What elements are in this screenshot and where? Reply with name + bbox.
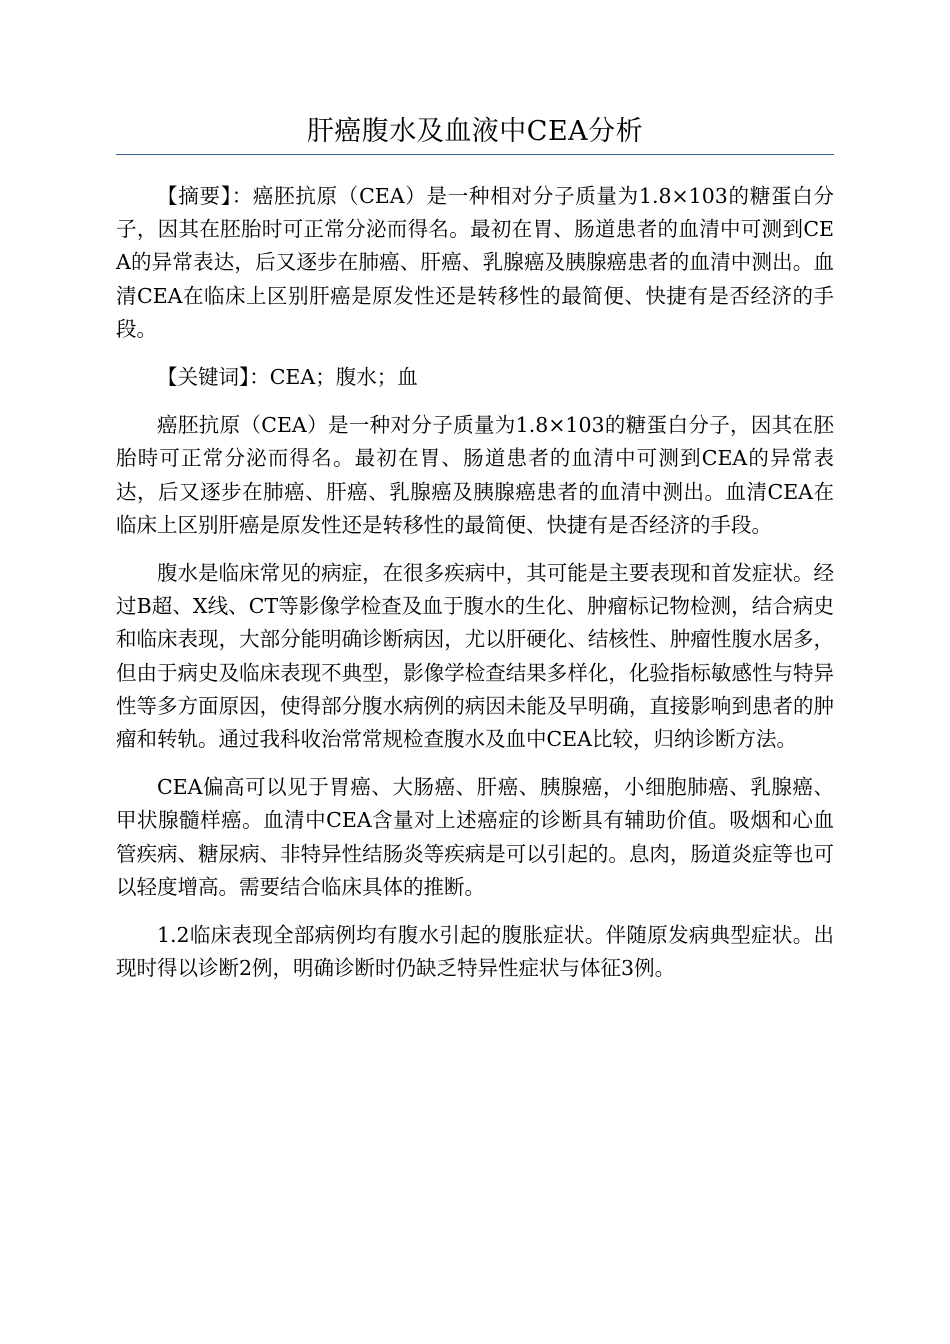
body-paragraph: 1.2临床表现全部病例均有腹水引起的腹胀症状。伴随原发病典型症状。出现时得以诊断2例，明确诊断时仍缺乏特异性症状与体征3例。 (116, 923, 834, 981)
body-paragraph: CEA偏高可以见于胃癌、大肠癌、肝癌、胰腺癌，小细胞肺癌、乳腺癌、甲状腺髓样癌。血清中CEA含量对上述癌症的诊断具有辅助价值。吸烟和心血管疾病、糖尿病、非特异性结肠炎等疾病是可以引起的。息肉，肠道炎症等也可以轻度增高。需要结合临床具体的推断。 (116, 775, 834, 899)
title-underline (116, 154, 834, 155)
body-paragraph: 腹水是临床常见的病症，在很多疾病中，其可能是主要表现和首发症状。经过B超、X线、CT等影像学检查及血于腹水的生化、肿瘤标记物检测，结合病史和临床表现，大部分能明确诊断病因，尤以肝硬化、结核性、肿瘤性腹水居多，但由于病史及临床表现不典型，影像学检查结果多样化，化验指标敏感性与特异性等多方面原因，使得部分腹水病例的病因未能及早明确，直接影响到患者的肿瘤和转轨。通过我科收治常常规检查腹水及血中CEA比较，归纳诊断方法。 (116, 561, 834, 752)
abstract-paragraph: 【摘要】：癌胚抗原（CEA）是一种相对分子质量为1.8×103的糖蛋白分子，因其在胚胎时可正常分泌而得名。最初在胃、肠道患者的血清中可测到CEA的异常表达，后又逐步在肺癌、肝癌、乳腺癌及胰腺癌患者的血清中测出。血清CEA在临床上区别肝癌是原发性还是转移性的最简便、快捷有是否经济的手段。 (116, 184, 834, 341)
body-paragraph: 癌胚抗原（CEA）是一种对分子质量为1.8×103的糖蛋白分子，因其在胚胎時可正常分泌而得名。最初在胃、肠道患者的血清中可测到CEA的异常表达，后又逐步在肺癌、肝癌、乳腺癌及胰腺癌患者的血清中测出。血清CEA在临床上区别肝癌是原发性还是转移性的最简便、快捷有是否经济的手段。 (116, 413, 834, 537)
document-title: 肝癌腹水及血液中CEA分析 (306, 116, 644, 147)
keywords-paragraph: 【关键词】：CEA；腹水；血 (157, 365, 418, 390)
document-body (116, 180, 834, 1000)
